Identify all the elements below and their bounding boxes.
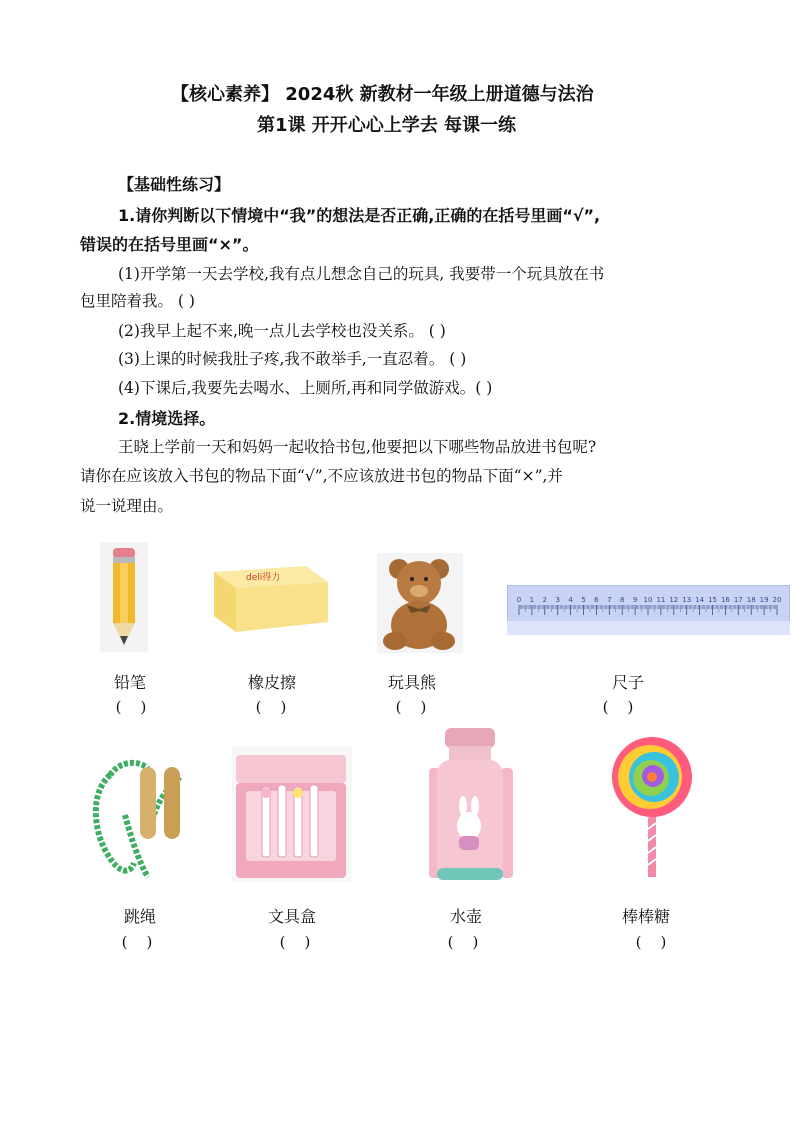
ruler-tick-label: 12 <box>669 596 679 604</box>
q2-text-line1: 王晓上学前一天和妈妈一起收拾书包,他要把以下哪些物品放进书包呢? <box>118 438 597 456</box>
item-label-pencil: 铅笔 <box>113 673 146 692</box>
ruler-tick-label: 10 <box>643 596 653 604</box>
ruler-tick-label: 16 <box>720 596 730 604</box>
ruler-tick-label: 14 <box>695 596 705 604</box>
ruler-tick-label: 20 <box>772 596 782 604</box>
item-label-pencil-case: 文具盒 <box>267 907 316 926</box>
ruler-tick-label: 1 <box>529 596 535 604</box>
section-title: 【基础性练习】 <box>118 175 231 194</box>
item-label-lollipop: 棒棒糖 <box>621 907 670 926</box>
answer-blank-eraser[interactable]: ( ) <box>255 698 287 716</box>
eraser-icon <box>206 560 332 636</box>
answer-blank-water-bottle[interactable]: ( ) <box>447 933 479 951</box>
teddy-bear-icon <box>377 553 463 653</box>
ruler-icon <box>507 585 790 635</box>
pencil-case-icon <box>232 747 352 882</box>
answer-blank-ruler[interactable]: ( ) <box>602 698 634 716</box>
ruler-tick-label: 7 <box>607 596 612 604</box>
ruler-tick-label: 8 <box>619 596 625 604</box>
q1-item-2: (2)我早上起不来,晚一点儿去学校也没关系。 ( ) <box>118 322 446 340</box>
item-label-jump-rope: 跳绳 <box>123 907 156 926</box>
ruler-tick-label: 17 <box>733 596 743 604</box>
q1-prompt-line2: 错误的在括号里画“×”。 <box>80 235 259 254</box>
jump-rope-icon <box>90 755 190 885</box>
header-title: 【核心素养】 2024秋 新教材一年级上册道德与法治 <box>171 84 594 105</box>
q1-item-1b: 包里陪着我。 ( ) <box>80 292 195 310</box>
answer-blank-lollipop[interactable]: ( ) <box>635 933 667 951</box>
ruler-tick-label: 5 <box>581 596 586 604</box>
ruler-tick-label: 0 <box>516 596 522 604</box>
ruler-tick-label: 9 <box>632 596 638 604</box>
item-label-ruler: 尺子 <box>611 673 644 692</box>
ruler-tick-label: 13 <box>682 596 692 604</box>
answer-blank-teddy-bear[interactable]: ( ) <box>395 698 427 716</box>
water-bottle-icon <box>423 728 518 883</box>
q1-item-3: (3)上课的时候我肚子疼,我不敢举手,一直忍着。 ( ) <box>118 350 467 368</box>
eraser-brand: deli得力 <box>246 573 281 583</box>
ruler-tick-label: 4 <box>568 596 573 604</box>
item-label-teddy-bear: 玩具熊 <box>387 673 436 692</box>
ruler-tick-label: 3 <box>555 596 560 604</box>
answer-blank-jump-rope[interactable]: ( ) <box>121 933 153 951</box>
q2-title: 2.情境选择。 <box>118 409 216 428</box>
lollipop-icon <box>592 737 712 879</box>
q1-prompt-line1: 1.请你判断以下情境中“我”的想法是否正确,正确的在括号里画“√”, <box>118 206 601 225</box>
answer-blank-pencil[interactable]: ( ) <box>115 698 147 716</box>
ruler-tick-label: 19 <box>759 596 769 604</box>
lesson-title: 第1课 开开心心上学去 每课一练 <box>257 115 517 136</box>
item-label-water-bottle: 水壶 <box>449 907 482 926</box>
q2-text-line3: 说一说理由。 <box>80 497 174 515</box>
answer-blank-pencil-case[interactable]: ( ) <box>279 933 311 951</box>
item-label-eraser: 橡皮擦 <box>247 673 296 692</box>
pencil-icon <box>100 542 148 652</box>
ruler-tick-label: 2 <box>542 596 548 604</box>
q1-item-1a: (1)开学第一天去学校,我有点儿想念自己的玩具, 我要带一个玩具放在书 <box>118 265 605 283</box>
q2-text-line2: 请你在应该放入书包的物品下面“√”,不应该放进书包的物品下面“×”,并 <box>80 467 563 485</box>
ruler-tick-label: 15 <box>708 596 717 604</box>
q1-item-4: (4)下课后,我要先去喝水、上厕所,再和同学做游戏。( ) <box>118 379 493 397</box>
ruler-tick-label: 11 <box>656 596 666 604</box>
ruler-tick-label: 6 <box>594 596 599 604</box>
ruler-tick-label: 18 <box>746 596 756 604</box>
